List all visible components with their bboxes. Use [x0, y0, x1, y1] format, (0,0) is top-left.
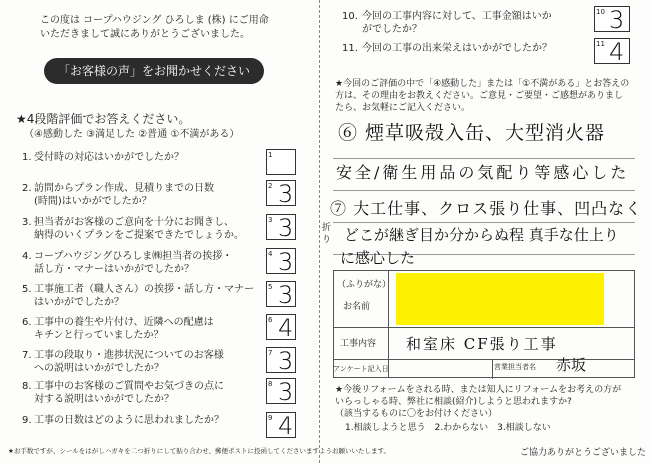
rating-box-index: 10 [596, 8, 605, 16]
question-text [22, 151, 267, 164]
question-text [22, 380, 267, 406]
question-line: 今回の工事の出来栄えはいかがでしたか？ [362, 43, 552, 54]
question-line: 工事中の養生や片付け、近隣への配慮は [34, 317, 214, 328]
rating-value: 3 [278, 248, 294, 276]
rating-box-index: 1 [268, 151, 273, 159]
fold-label: 折り [322, 223, 332, 245]
rating-box-index: 9 [268, 414, 273, 422]
rating-box[interactable] [266, 281, 296, 307]
question-text [342, 10, 582, 36]
thanks-text: ご協力ありがとうございました [520, 448, 647, 458]
comment-prompt-line: 方は、その理由をお教えください。ご意見・ご要望・ご感想がありまし [335, 91, 624, 101]
question-line: はいかがでしたか？ [34, 297, 124, 308]
rating-value: 3 [278, 180, 294, 208]
ruled-line [333, 158, 635, 159]
question-line: への説明はいかがでしたか？ [34, 363, 164, 374]
customer-info-table [333, 270, 635, 378]
rating-box[interactable] [594, 38, 630, 64]
rating-box[interactable] [266, 149, 296, 175]
rating-box[interactable] [266, 347, 296, 373]
rating-box[interactable] [594, 6, 630, 32]
question-text [22, 349, 267, 375]
section-title-pill: 「お客様の声」をお聞かせください [44, 58, 264, 84]
rating-box-index: 7 [268, 349, 273, 357]
comment-prompt-line: たら、お気軽にご記入ください。 [335, 103, 471, 113]
question-line: (時間)はいかがでしたか？ [34, 196, 152, 207]
instructions-scale: （④感動した ③満足した ②普通 ①不満がある） [24, 129, 240, 140]
footer-note: ★お手数ですが、シールをはがしハガキを二つ折りにして貼り合わせ、郵便ポストに投函してくださいますようお願いいたします。 [8, 447, 390, 455]
rating-value: 3 [278, 347, 294, 375]
question-number: 6. [22, 317, 32, 328]
question-number: 10. [342, 11, 358, 22]
handwritten-comment-line: どこが継ぎ目か分からぬ程 真手な仕上り [344, 226, 619, 244]
handwritten-comment-line: 安全/衛生用品の気配り等感心した [336, 163, 630, 182]
question-line: 工事の日数はどのように思われましたか？ [34, 415, 224, 426]
question-number: 2. [22, 183, 32, 194]
rating-box[interactable] [266, 248, 296, 274]
question-line: 工事の段取り・進捗状況についてのお客様 [34, 350, 224, 361]
rating-box-index: 6 [268, 316, 273, 324]
furigana-label: （ふりがな） [337, 280, 392, 290]
ruled-line [333, 190, 635, 191]
rating-box-index: 3 [268, 216, 273, 224]
work-label: 工事内容 [340, 339, 377, 349]
comment-prompt-line: ★今回のご評価の中で「④感動した」または「①不満がある」とお答えの [335, 79, 630, 89]
work-value: 和室床 CF張り工事 [406, 335, 558, 353]
instructions-title: ★4段階評価でお答えください。 [16, 112, 191, 126]
question-line: 担当者がお客様のご意向を十分にお聞きし、 [34, 217, 234, 228]
question-text [342, 42, 582, 55]
question-text [22, 250, 267, 276]
question-line: キチンと行っていましたか？ [34, 330, 164, 341]
referral-line: （該当するものに〇をお付けください） [335, 409, 498, 419]
rating-box[interactable] [266, 378, 296, 404]
rating-value: 3 [278, 281, 294, 309]
question-text [22, 182, 267, 208]
rating-value: 4 [278, 314, 294, 342]
rating-value: 3 [278, 214, 294, 242]
header-line2: いただきまして誠にありがとうございました。 [40, 29, 250, 40]
question-line: 工事中のお客様のご質問やお気づきの点に [34, 381, 224, 392]
question-line: 工事施工者（職人さん）の挨拶・話し方・マナー [34, 284, 254, 295]
header-line1: この度は コープハウジング ひろしま (株) にご用命 [40, 15, 269, 26]
handwritten-comment-line: ⑥ 煙草吸殻入缶、大型消火器 [338, 122, 606, 144]
rating-value: 3 [278, 378, 294, 406]
staff-label: 営業担当者名 [494, 363, 536, 371]
rating-value: 3 [609, 6, 625, 34]
question-line: 今回の工事内容に対して、工事金額はいか [362, 11, 552, 22]
rating-value: 4 [278, 412, 294, 440]
fold-line [319, 0, 320, 463]
rating-box-index: 2 [268, 182, 273, 190]
question-text [22, 283, 267, 309]
rating-value: 4 [609, 38, 625, 66]
rating-box-index: 5 [268, 283, 273, 291]
question-line: がでしたか？ [362, 24, 422, 35]
table-divider [334, 327, 634, 328]
rating-box[interactable] [266, 214, 296, 240]
table-divider [492, 359, 493, 379]
question-number: 5. [22, 284, 32, 295]
question-line: 対する説明はいかがでしたか？ [34, 394, 174, 405]
name-label: お名前 [343, 302, 371, 312]
question-line: コープハウジングひろしま㈱担当者の挨拶・ [34, 251, 233, 262]
question-line: 話し方・マナーはいかがでしたか？ [34, 264, 194, 275]
question-text [22, 414, 267, 427]
question-number: 11. [342, 43, 358, 54]
rating-box[interactable] [266, 412, 296, 438]
referral-options: 1.相談しようと思う 2.わからない 3.相談しない [345, 423, 551, 433]
question-number: 8. [22, 381, 32, 392]
handwritten-comment-line: ⑦ 大工仕事、クロス張り仕事、凹凸なく [330, 199, 643, 218]
rating-box-index: 8 [268, 380, 273, 388]
question-line: 訪問からプラン作成、見積りまでの日数 [34, 183, 214, 194]
table-divider [334, 359, 634, 360]
ruled-line [333, 222, 635, 223]
rating-box-index: 11 [596, 40, 605, 48]
name-redaction [396, 273, 604, 325]
question-number: 4. [22, 251, 32, 262]
survey-date-label: アンケート記入日 [333, 365, 389, 373]
rating-box[interactable] [266, 314, 296, 340]
question-text [22, 216, 267, 242]
staff-value: 赤坂 [556, 356, 587, 374]
question-number: 7. [22, 350, 32, 361]
referral-line: いらっしゃる時、弊社に相談(紹介)しようと思われますか? [335, 397, 572, 407]
question-number: 9. [22, 415, 32, 426]
question-line: 受付時の対応はいかがでしたか？ [34, 152, 184, 163]
question-line: 納得のいくプランをご提案できたでしょうか。 [34, 230, 244, 241]
question-number: 1. [22, 152, 32, 163]
referral-line: ★今後リフォームをされる時、または知人にリフォームをお考えの方が [335, 385, 622, 395]
question-text [22, 316, 267, 342]
rating-box-index: 4 [268, 250, 273, 258]
comment-prompt [335, 78, 635, 114]
handwritten-comment-line: に感心した [340, 249, 416, 267]
question-number: 3. [22, 217, 32, 228]
rating-box[interactable] [266, 180, 296, 206]
referral-question [335, 384, 635, 420]
